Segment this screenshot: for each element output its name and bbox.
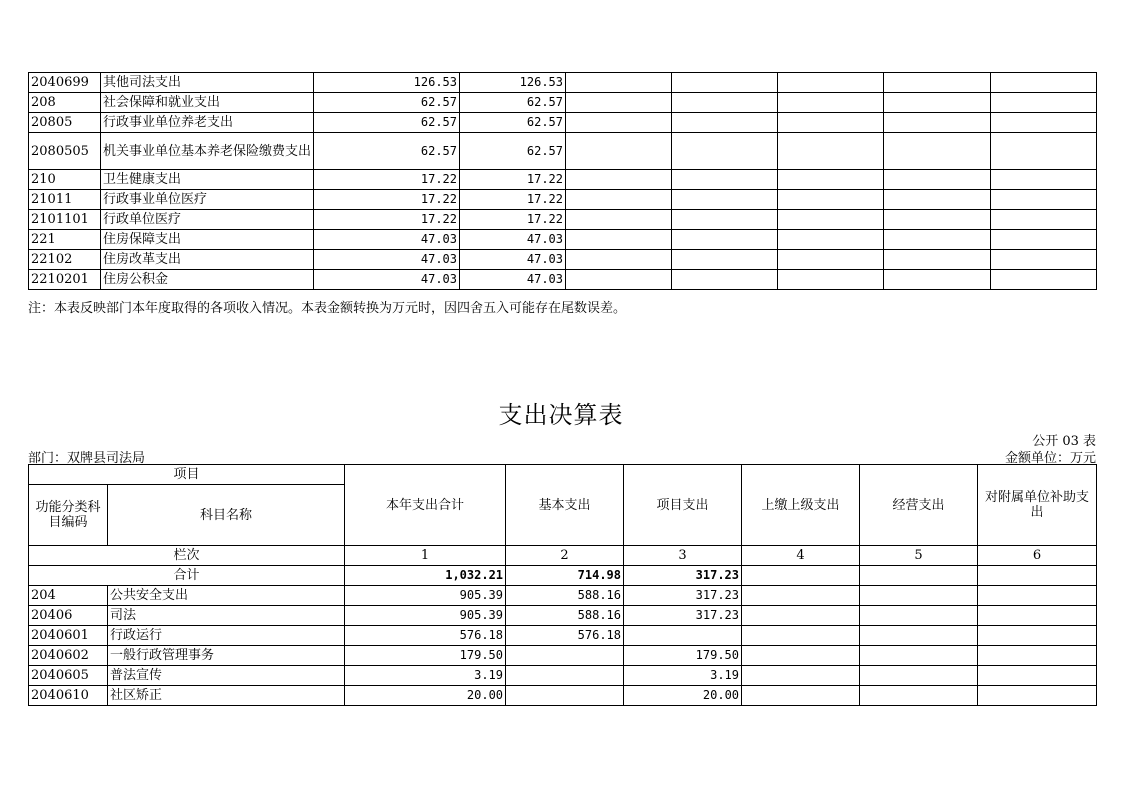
table-row [29, 133, 1097, 170]
empty-cell [978, 686, 1097, 706]
header-subsidy: 对附属单位补助支出 [978, 465, 1097, 546]
amount-total: 576.18 [345, 626, 506, 646]
amount-total: 3.19 [345, 666, 506, 686]
subject-code: 2040605 [29, 666, 108, 686]
table-row [29, 170, 1097, 190]
amount-total: 17.22 [314, 210, 460, 230]
table-row [29, 666, 1097, 686]
subject-code: 221 [29, 230, 101, 250]
column-number: 1 [345, 546, 506, 566]
subject-code: 2080505 [29, 133, 101, 170]
subject-code: 2040602 [29, 646, 108, 666]
amount-basic: 588.16 [506, 606, 624, 626]
amount-basic: 576.18 [506, 626, 624, 646]
amount-basic [506, 686, 624, 706]
empty-cell [778, 93, 884, 113]
column-number-row [29, 546, 1097, 566]
table-row [29, 250, 1097, 270]
empty-cell [566, 270, 672, 290]
empty-cell [884, 210, 991, 230]
empty-cell [884, 250, 991, 270]
subject-code: 2040610 [29, 686, 108, 706]
empty-cell [860, 646, 978, 666]
column-row-label: 栏次 [29, 546, 345, 566]
table-row [29, 626, 1097, 646]
table-row [29, 113, 1097, 133]
amount-basic: 588.16 [506, 586, 624, 606]
amount-fiscal: 47.03 [460, 230, 566, 250]
amount-total: 905.39 [345, 606, 506, 626]
empty-cell [778, 113, 884, 133]
subject-name: 行政运行 [108, 626, 345, 646]
amount-project: 317.23 [624, 606, 742, 626]
empty-cell [860, 666, 978, 686]
table-row [29, 686, 1097, 706]
column-number: 3 [624, 546, 742, 566]
total-row [29, 566, 1097, 586]
empty-cell [991, 210, 1097, 230]
amount-total: 20.00 [345, 686, 506, 706]
amount-total: 47.03 [314, 250, 460, 270]
subject-name: 机关事业单位基本养老保险缴费支出 [101, 133, 314, 170]
subject-name: 普法宣传 [108, 666, 345, 686]
column-number: 2 [506, 546, 624, 566]
empty-cell [978, 606, 1097, 626]
header-code: 功能分类科目编码 [29, 485, 108, 546]
empty-cell [566, 133, 672, 170]
empty-cell [884, 73, 991, 93]
table-row [29, 73, 1097, 93]
subject-code: 20805 [29, 113, 101, 133]
table-row [29, 586, 1097, 606]
amount-total: 179.50 [345, 646, 506, 666]
subject-code: 2040601 [29, 626, 108, 646]
subject-name: 住房公积金 [101, 270, 314, 290]
empty-cell [778, 250, 884, 270]
empty-cell [978, 626, 1097, 646]
empty-cell [672, 270, 778, 290]
empty-cell [991, 73, 1097, 93]
empty-cell [778, 170, 884, 190]
empty-cell [884, 133, 991, 170]
amount-project: 20.00 [624, 686, 742, 706]
empty-cell [742, 626, 860, 646]
header-project: 项目支出 [624, 465, 742, 546]
empty-cell [991, 170, 1097, 190]
empty-cell [778, 133, 884, 170]
empty-cell [566, 230, 672, 250]
empty-cell [672, 133, 778, 170]
page-title: 支出决算表 [498, 401, 624, 429]
amount-total: 17.22 [314, 170, 460, 190]
amount-fiscal: 47.03 [460, 270, 566, 290]
subject-name: 住房改革支出 [101, 250, 314, 270]
empty-cell [742, 646, 860, 666]
header-item: 项目 [29, 465, 345, 485]
empty-cell [991, 190, 1097, 210]
subject-name: 卫生健康支出 [101, 170, 314, 190]
empty-cell [991, 133, 1097, 170]
empty-cell [672, 190, 778, 210]
subject-code: 210 [29, 170, 101, 190]
subject-code: 204 [29, 586, 108, 606]
empty-cell [860, 566, 978, 586]
total-basic: 714.98 [506, 566, 624, 586]
form-number: 公开 03 表 [1032, 434, 1096, 449]
subject-name: 社区矫正 [108, 686, 345, 706]
table-row [29, 270, 1097, 290]
empty-cell [978, 566, 1097, 586]
empty-cell [778, 190, 884, 210]
empty-cell [978, 646, 1097, 666]
empty-cell [672, 73, 778, 93]
empty-cell [884, 113, 991, 133]
empty-cell [884, 190, 991, 210]
empty-cell [566, 170, 672, 190]
empty-cell [742, 566, 860, 586]
table-note: 注：本表反映部门本年度取得的各项收入情况。本表金额转换为万元时，因四舍五入可能存在尾数误差。 [28, 301, 627, 316]
subject-name: 司法 [108, 606, 345, 626]
empty-cell [566, 113, 672, 133]
empty-cell [884, 230, 991, 250]
amount-fiscal: 47.03 [460, 250, 566, 270]
amount-unit-label: 金额单位：万元 [1004, 451, 1096, 466]
amount-project: 317.23 [624, 586, 742, 606]
income-table-continued [28, 72, 1097, 290]
empty-cell [991, 230, 1097, 250]
empty-cell [778, 73, 884, 93]
subject-code: 208 [29, 93, 101, 113]
amount-total: 47.03 [314, 230, 460, 250]
amount-total: 47.03 [314, 270, 460, 290]
amount-basic [506, 666, 624, 686]
amount-fiscal: 17.22 [460, 170, 566, 190]
empty-cell [991, 113, 1097, 133]
amount-fiscal: 62.57 [460, 93, 566, 113]
department-label: 部门：双牌县司法局 [28, 451, 146, 466]
empty-cell [672, 210, 778, 230]
total-value: 1,032.21 [345, 566, 506, 586]
amount-fiscal: 126.53 [460, 73, 566, 93]
subject-name: 住房保障支出 [101, 230, 314, 250]
table-row [29, 210, 1097, 230]
empty-cell [672, 113, 778, 133]
table-row [29, 606, 1097, 626]
total-label: 合计 [29, 566, 345, 586]
empty-cell [742, 686, 860, 706]
expenditure-table [28, 464, 1097, 706]
column-number: 4 [742, 546, 860, 566]
empty-cell [884, 270, 991, 290]
empty-cell [672, 170, 778, 190]
amount-fiscal: 62.57 [460, 113, 566, 133]
column-number: 6 [978, 546, 1097, 566]
empty-cell [566, 210, 672, 230]
subject-code: 2040699 [29, 73, 101, 93]
amount-fiscal: 17.22 [460, 210, 566, 230]
empty-cell [884, 93, 991, 113]
empty-cell [742, 586, 860, 606]
amount-basic [506, 646, 624, 666]
subject-code: 2210201 [29, 270, 101, 290]
empty-cell [742, 606, 860, 626]
table-row [29, 190, 1097, 210]
amount-fiscal: 62.57 [460, 133, 566, 170]
empty-cell [566, 250, 672, 270]
total-project: 317.23 [624, 566, 742, 586]
empty-cell [672, 250, 778, 270]
amount-total: 62.57 [314, 133, 460, 170]
empty-cell [884, 170, 991, 190]
subject-code: 22102 [29, 250, 101, 270]
header-total: 本年支出合计 [345, 465, 506, 546]
subject-name: 行政事业单位医疗 [101, 190, 314, 210]
amount-total: 126.53 [314, 73, 460, 93]
table-row [29, 646, 1097, 666]
empty-cell [566, 190, 672, 210]
empty-cell [672, 230, 778, 250]
empty-cell [978, 666, 1097, 686]
empty-cell [860, 686, 978, 706]
subject-code: 20406 [29, 606, 108, 626]
empty-cell [860, 606, 978, 626]
column-number: 5 [860, 546, 978, 566]
subject-name: 公共安全支出 [108, 586, 345, 606]
header-superior: 上缴上级支出 [742, 465, 860, 546]
table-row [29, 93, 1097, 113]
subject-name: 其他司法支出 [101, 73, 314, 93]
amount-total: 62.57 [314, 93, 460, 113]
empty-cell [778, 230, 884, 250]
empty-cell [860, 626, 978, 646]
subject-name: 社会保障和就业支出 [101, 93, 314, 113]
amount-total: 905.39 [345, 586, 506, 606]
empty-cell [778, 270, 884, 290]
empty-cell [978, 586, 1097, 606]
amount-total: 62.57 [314, 113, 460, 133]
empty-cell [860, 586, 978, 606]
empty-cell [672, 93, 778, 113]
empty-cell [778, 210, 884, 230]
empty-cell [566, 93, 672, 113]
empty-cell [991, 250, 1097, 270]
empty-cell [991, 93, 1097, 113]
subject-code: 2101101 [29, 210, 101, 230]
subject-name: 一般行政管理事务 [108, 646, 345, 666]
subject-name: 行政事业单位养老支出 [101, 113, 314, 133]
empty-cell [742, 666, 860, 686]
amount-project: 3.19 [624, 666, 742, 686]
empty-cell [566, 73, 672, 93]
amount-total: 17.22 [314, 190, 460, 210]
subject-name: 行政单位医疗 [101, 210, 314, 230]
header-business: 经营支出 [860, 465, 978, 546]
subject-code: 21011 [29, 190, 101, 210]
table-row [29, 230, 1097, 250]
empty-cell [991, 270, 1097, 290]
amount-project [624, 626, 742, 646]
header-name: 科目名称 [108, 485, 345, 546]
amount-fiscal: 17.22 [460, 190, 566, 210]
amount-project: 179.50 [624, 646, 742, 666]
header-basic: 基本支出 [506, 465, 624, 546]
